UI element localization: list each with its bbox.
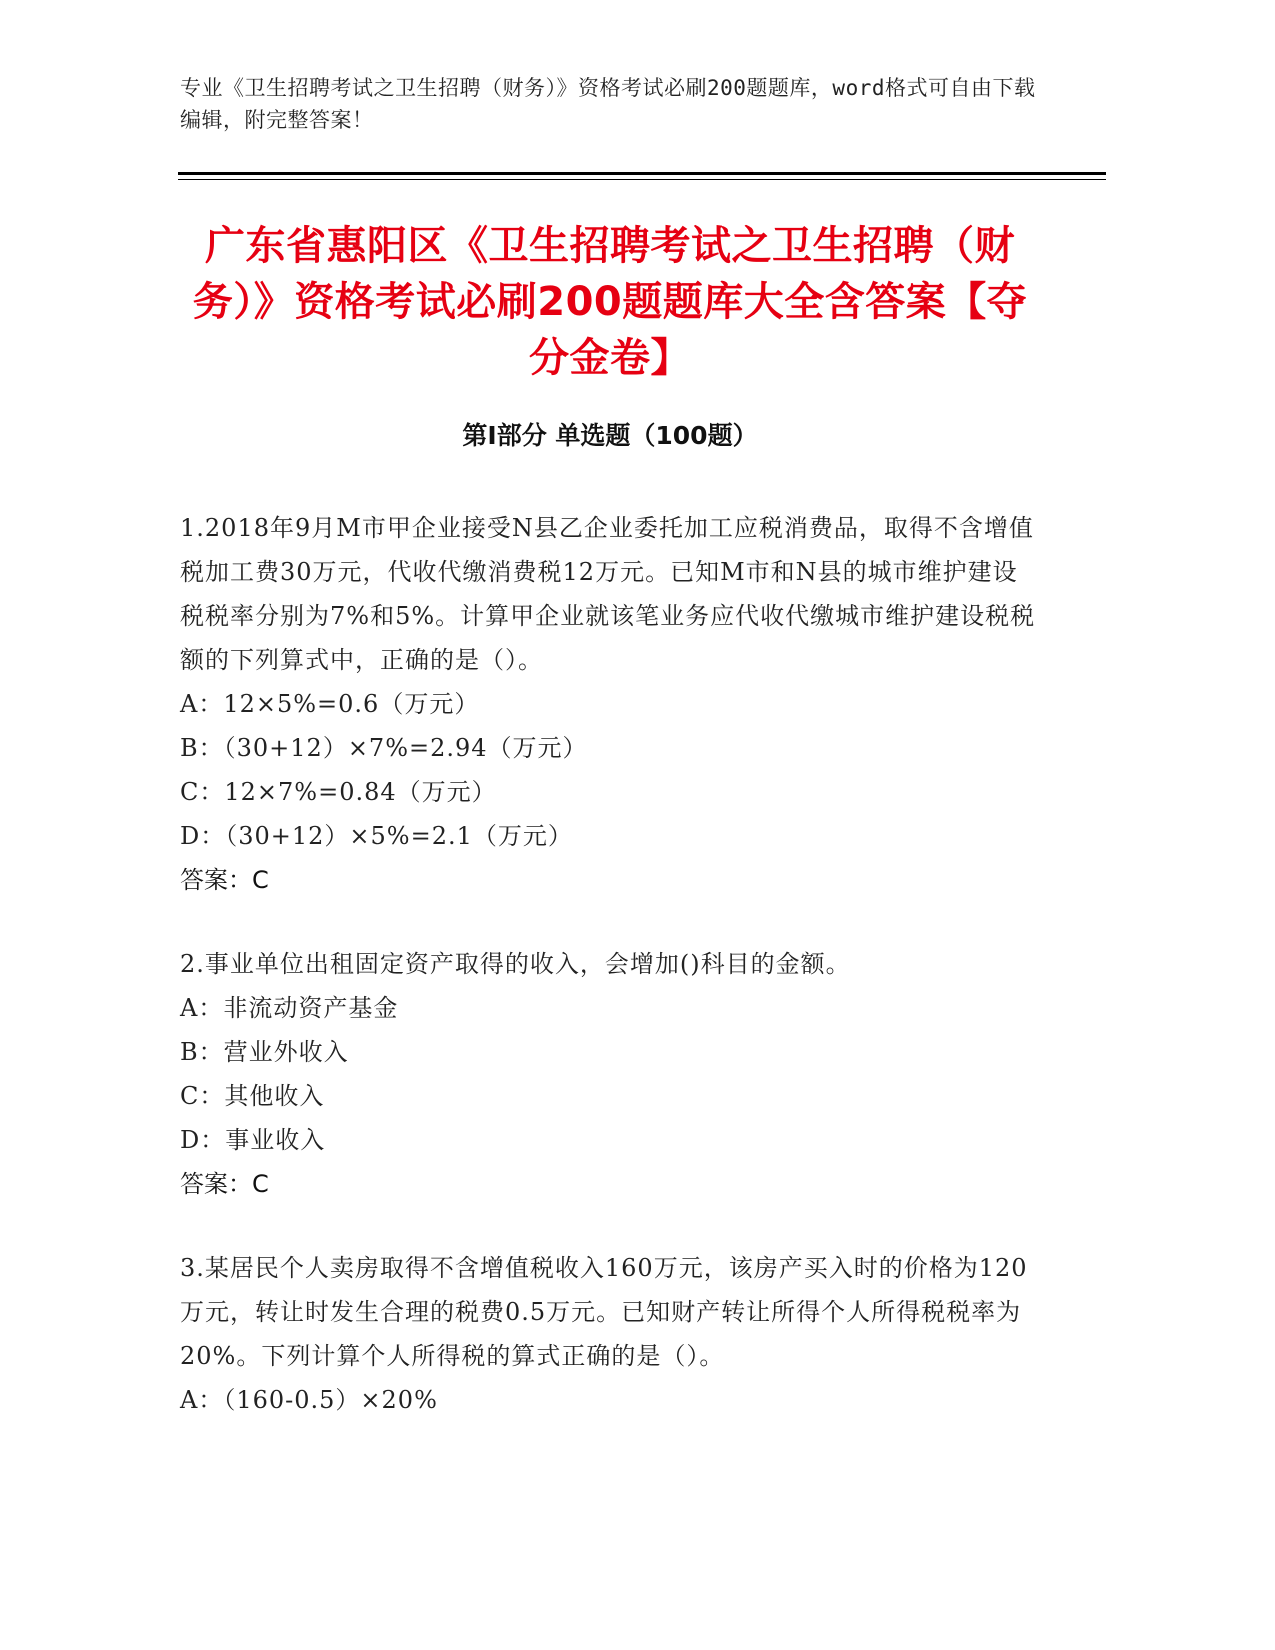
question-1 xyxy=(180,506,1040,902)
question-3 xyxy=(180,1246,1040,1422)
option-c: C：其他收入 xyxy=(180,1082,325,1110)
document-title: 广东省惠阳区《卫生招聘考试之卫生招聘（财务）》资格考试必刷200题题库大全含答案【夺分金卷】 xyxy=(192,223,1028,381)
option-d: D：事业收入 xyxy=(180,1126,326,1154)
question-stem: 3.某居民个人卖房取得不含增值税收入160万元，该房产买入时的价格为120万元，转让时发生合理的税费0.5万元。已知财产转让所得个人所得税税率为20%。下列计算个人所得税的算式正确的是（）。 xyxy=(180,1254,1028,1370)
option-a: A：12×5%=0.6（万元） xyxy=(180,690,480,718)
answer-line: 答案：C xyxy=(180,1170,269,1198)
option-b: B：营业外收入 xyxy=(180,1038,349,1066)
question-stem: 2.事业单位出租固定资产取得的收入，会增加()科目的金额。 xyxy=(180,950,851,978)
option-d: D：（30+12）×5%=2.1（万元） xyxy=(180,822,573,850)
section-title: 第Ⅰ部分 单选题（100题） xyxy=(462,421,758,450)
option-a: A：（160-0.5）×20% xyxy=(180,1386,438,1414)
header-note: 专业《卫生招聘考试之卫生招聘（财务）》资格考试必刷200题题库，word格式可自由下载编辑，附完整答案！ xyxy=(180,76,1036,132)
option-a: A：非流动资产基金 xyxy=(180,994,399,1022)
question-stem: 1.2018年9月M市甲企业接受N县乙企业委托加工应税消费品，取得不含增值税加工费30万元，代收代缴消费税12万元。已知M市和N县的城市维护建设税税率分别为7%和5%。计算甲企业就该笔业务应代收代缴城市维护建设税税额的下列算式中，正确的是（）。 xyxy=(180,514,1036,674)
header-rule-thick xyxy=(178,172,1106,175)
question-list xyxy=(180,506,1040,1462)
question-2 xyxy=(180,942,1040,1206)
option-c: C：12×7%=0.84（万元） xyxy=(180,778,497,806)
answer-line: 答案：C xyxy=(180,866,269,894)
header-rule-thin xyxy=(178,179,1106,180)
option-b: B：（30+12）×7%=2.94（万元） xyxy=(180,734,588,762)
